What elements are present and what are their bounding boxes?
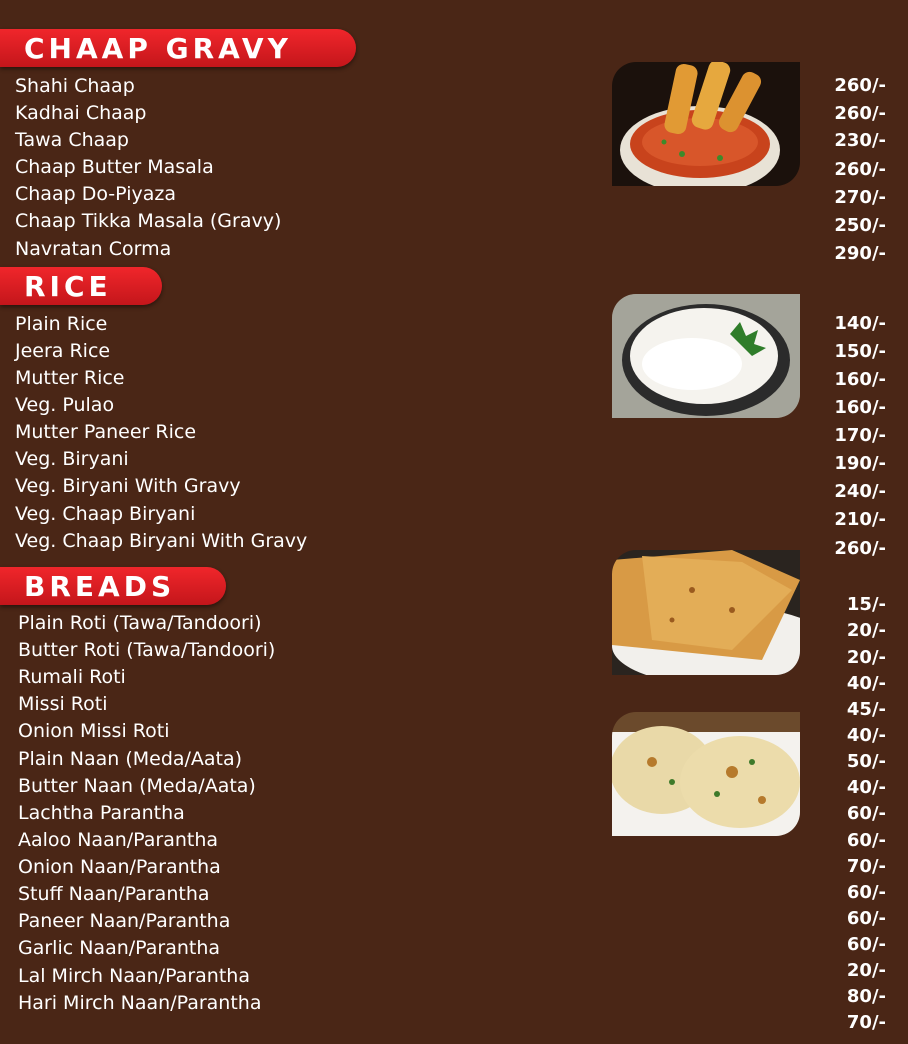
menu-item: Stuff Naan/Parantha <box>18 883 210 905</box>
menu-price: 290/- <box>834 243 886 264</box>
menu-item: Butter Naan (Meda/Aata) <box>18 775 256 797</box>
menu-item: Plain Rice <box>15 313 108 335</box>
breads-title: BREADS <box>24 569 176 603</box>
chaap-gravy-image <box>612 62 800 186</box>
menu-price: 80/- <box>846 986 886 1007</box>
chaap-gravy-title: CHAAP GRAVY <box>24 31 292 65</box>
menu-item: Veg. Chaap Biryani With Gravy <box>15 530 308 552</box>
menu-price: 20/- <box>846 620 886 641</box>
menu-price: 50/- <box>846 751 886 772</box>
menu-item: Lachtha Parantha <box>18 802 185 824</box>
menu-item: Plain Naan (Meda/Aata) <box>18 748 243 770</box>
menu-item: Garlic Naan/Parantha <box>18 937 221 959</box>
menu-price: 70/- <box>846 1012 886 1033</box>
menu-item: Plain Roti (Tawa/Tandoori) <box>18 612 262 634</box>
menu-price: 260/- <box>834 538 886 559</box>
menu-item: Veg. Biryani With Gravy <box>15 475 241 497</box>
menu-item: Mutter Rice <box>15 367 125 389</box>
menu-price: 20/- <box>846 960 886 981</box>
menu-price: 170/- <box>834 425 886 446</box>
rice-image <box>612 294 800 418</box>
menu-price: 60/- <box>846 830 886 851</box>
menu-price: 40/- <box>846 725 886 746</box>
menu-price: 40/- <box>846 777 886 798</box>
menu-item: Chaap Do-Piyaza <box>15 183 176 205</box>
menu-price: 210/- <box>834 509 886 530</box>
menu-item: Veg. Biryani <box>15 448 129 470</box>
menu-price: 15/- <box>846 594 886 615</box>
menu-price: 40/- <box>846 673 886 694</box>
menu-item: Aaloo Naan/Parantha <box>18 829 219 851</box>
breads-banner <box>0 567 226 605</box>
menu-item: Kadhai Chaap <box>15 102 147 124</box>
menu-item: Lal Mirch Naan/Parantha <box>18 965 250 987</box>
menu-item: Chaap Tikka Masala (Gravy) <box>15 210 282 232</box>
menu-price: 190/- <box>834 453 886 474</box>
menu-item: Shahi Chaap <box>15 75 135 97</box>
menu-price: 70/- <box>846 856 886 877</box>
menu-item: Missi Roti <box>18 693 108 715</box>
menu-price: 160/- <box>834 397 886 418</box>
rice-photo <box>612 294 800 418</box>
menu-price: 150/- <box>834 341 886 362</box>
chaap-gravy-photo <box>612 62 800 186</box>
menu-item: Rumali Roti <box>18 666 126 688</box>
paratha-image <box>612 550 800 675</box>
menu-item: Butter Roti (Tawa/Tandoori) <box>18 639 276 661</box>
naan-photo <box>612 712 800 836</box>
menu-price: 260/- <box>834 103 886 124</box>
menu-item: Paneer Naan/Parantha <box>18 910 231 932</box>
menu-price: 20/- <box>846 647 886 668</box>
naan-image <box>612 712 800 836</box>
menu-item: Veg. Pulao <box>15 394 115 416</box>
rice-banner <box>0 267 162 305</box>
menu-item: Onion Missi Roti <box>18 720 170 742</box>
menu-price: 60/- <box>846 908 886 929</box>
menu-item: Hari Mirch Naan/Parantha <box>18 992 262 1014</box>
paratha-photo <box>612 550 800 675</box>
menu-item: Mutter Paneer Rice <box>15 421 197 443</box>
menu-price: 45/- <box>846 699 886 720</box>
menu-price: 60/- <box>846 803 886 824</box>
menu-item: Tawa Chaap <box>15 129 129 151</box>
menu-item: Navratan Corma <box>15 238 172 260</box>
rice-title: RICE <box>24 269 112 303</box>
chaap-gravy-banner <box>0 29 356 67</box>
menu-price: 140/- <box>834 313 886 334</box>
menu-price: 270/- <box>834 187 886 208</box>
menu-item: Veg. Chaap Biryani <box>15 503 196 525</box>
menu-item: Chaap Butter Masala <box>15 156 214 178</box>
menu-item: Onion Naan/Parantha <box>18 856 221 878</box>
menu-price: 260/- <box>834 159 886 180</box>
menu-item: Jeera Rice <box>15 340 111 362</box>
menu-price: 230/- <box>834 130 886 151</box>
menu-price: 160/- <box>834 369 886 390</box>
menu-price: 250/- <box>834 215 886 236</box>
menu-price: 240/- <box>834 481 886 502</box>
menu-price: 260/- <box>834 75 886 96</box>
menu-price: 60/- <box>846 882 886 903</box>
menu-price: 60/- <box>846 934 886 955</box>
